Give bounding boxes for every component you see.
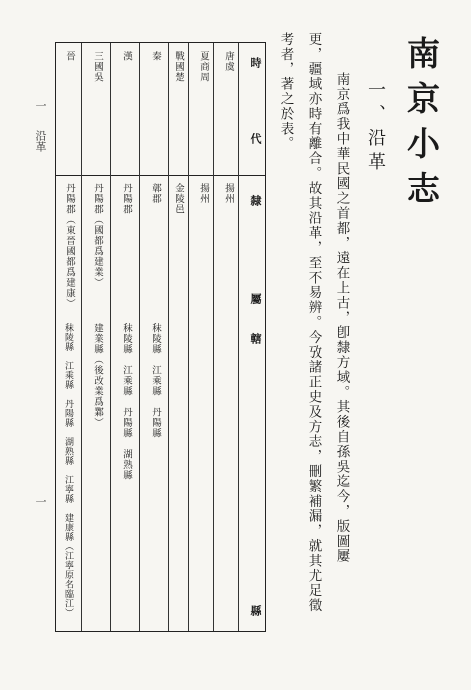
column-rule <box>188 43 189 631</box>
row-jurisdiction: 丹陽郡（國都爲建業） <box>92 183 103 288</box>
column-rule <box>238 43 239 631</box>
paragraph-line-2: 更，疆域亦時有離合。故其沿革，至不易辨。今攷諸正史及方志，刪繁補漏，就其尤足徵 <box>305 32 322 614</box>
column-rule <box>139 43 140 631</box>
paragraph-line-1: 南京爲我中華民國之首都，遠在上古，卽隸方域。其後自孫吳迄今，版圖屢 <box>333 72 350 564</box>
row-counties: 秣陵縣 江乘縣 丹陽縣 湖熟縣 <box>121 323 132 481</box>
row-jurisdiction: 揚州 <box>198 183 209 204</box>
row-era: 晉 <box>64 51 75 62</box>
row-era: 戰國楚 <box>173 51 184 83</box>
row-jurisdiction: 鄣郡 <box>150 183 161 204</box>
row-jurisdiction: 丹陽郡（東晉國都爲建康） <box>64 183 75 309</box>
column-rule <box>81 43 82 631</box>
row-jurisdiction: 金陵邑 <box>173 183 184 215</box>
row-era: 三國吳 <box>92 51 103 83</box>
page-title: 南京小志 <box>402 36 441 216</box>
header-county: 縣 <box>249 605 262 616</box>
header-era: 時 <box>249 57 262 68</box>
margin-bottom-number: 一 <box>34 496 47 507</box>
row-era: 秦 <box>150 51 161 62</box>
section-name: 沿革 <box>365 128 386 176</box>
column-rule <box>213 43 214 631</box>
row-era: 漢 <box>121 51 132 62</box>
row-jurisdiction: 丹陽郡 <box>121 183 132 215</box>
row-counties: 秣陵縣 江乘縣 丹陽縣 湖熟縣 江寧縣 建康縣（江寧原名臨江） <box>63 323 73 618</box>
header-jurisdiction-3: 轄 <box>249 333 262 344</box>
history-table <box>55 42 266 632</box>
column-rule <box>168 43 169 631</box>
row-era: 唐虞 <box>223 51 234 72</box>
column-rule <box>110 43 111 631</box>
row-counties: 秣陵縣 江乘縣 丹陽縣 <box>150 323 161 439</box>
header-era-2: 代 <box>249 133 262 144</box>
margin-section-label: 沿革 <box>34 130 47 152</box>
row-counties: 建業縣（後改業爲鄴） <box>92 323 103 428</box>
row-era: 夏商周 <box>198 51 209 83</box>
section-heading <box>362 80 388 176</box>
section-number: 一、 <box>365 80 386 128</box>
table-divider <box>56 175 265 176</box>
header-jurisdiction-2: 屬 <box>249 293 262 304</box>
margin-top-number: 一 <box>34 100 47 111</box>
header-jurisdiction: 隸 <box>249 195 262 206</box>
paragraph-line-3: 考者，著之於表。 <box>277 32 294 152</box>
row-jurisdiction: 揚州 <box>223 183 234 204</box>
